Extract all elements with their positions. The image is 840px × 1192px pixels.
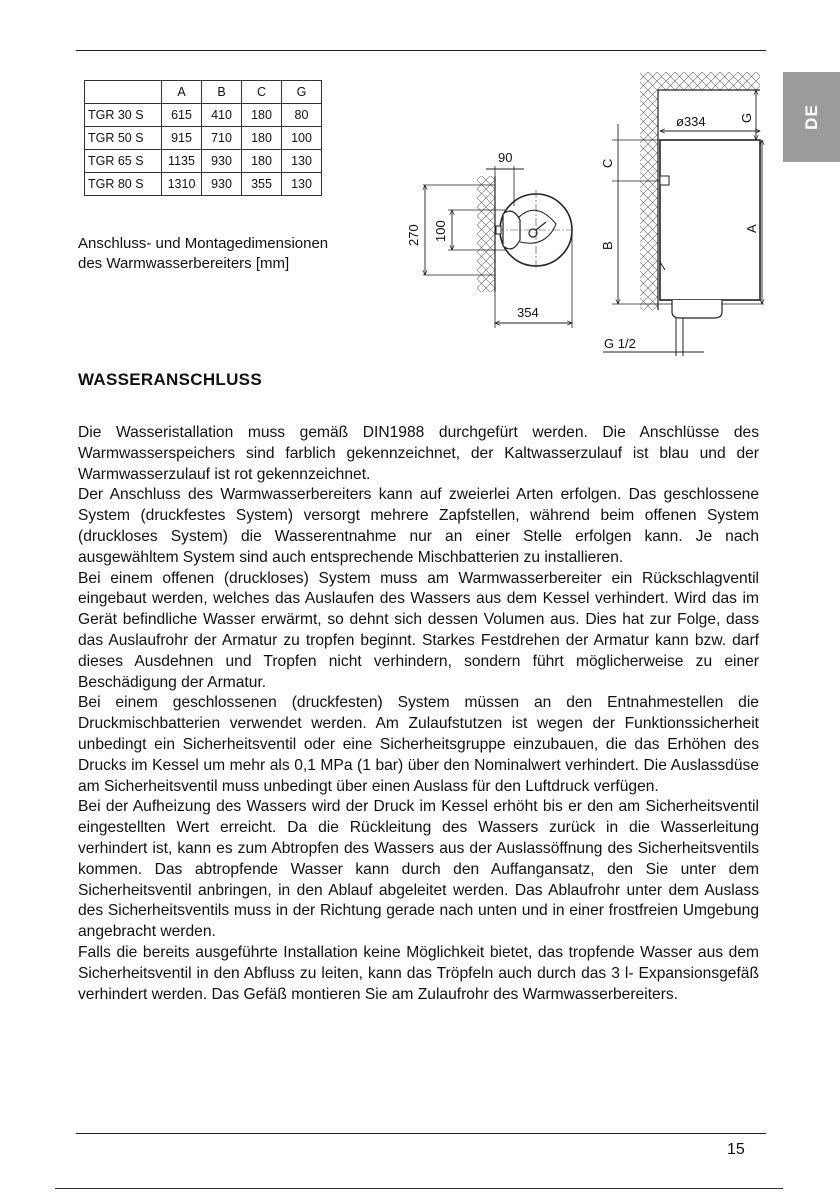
caption-line-2: des Warmwasserbereiters [mm] <box>78 255 290 272</box>
dim-100-label: 100 <box>433 220 448 242</box>
paragraph: Bei einem geschlossenen (druckfesten) System müssen an den Entnahmestellen die Druckmischbatterien verwendet werden. Am Zulaufstutzen ist wegen der Funktionssicherheit unbedingt ein Sicherheitsventil oder eine Sicherheitsgruppe einzubauen, die das Erhöhen des Drucks im Kessel um mehr als 0,1 MPa (1 bar) über den Nominalwert verhindert. Die Auslassdüse am Sicherheitsventil muss unbedingt über einen Auslass für den Luftdruck verfügen. <box>78 694 759 795</box>
table-cell-c: 180 <box>242 104 282 127</box>
table-cell-model: TGR 65 S <box>85 150 162 173</box>
table-cell-g: 100 <box>282 127 322 150</box>
table-cell-b: 930 <box>202 150 242 173</box>
section-heading: WASSERANSCHLUSS <box>78 370 262 389</box>
table-cell-g: 130 <box>282 150 322 173</box>
side-view-tank-bottom <box>672 300 722 318</box>
dim-c-label: C <box>600 158 615 168</box>
dim-diameter-label: ø334 <box>676 114 706 129</box>
page-number: 15 <box>727 1141 745 1158</box>
top-view-wall-plug <box>496 226 501 234</box>
dim-90-label: 90 <box>498 150 513 165</box>
dim-a-label: A <box>744 224 759 233</box>
paragraph: Bei der Aufheizung des Wassers wird der Druck im Kessel erhöht bis er den am Sicherheitsventil eingestellten Wert erreicht. Da die Rückleitung des Wassers zurück in die Wasserleitung verhindert ist, kann es zum Abtropfen des Wassers aus der Auslassöffnung des Sicherheitsventils kommen. Das abtropfende Wasser kann durch den Auffangansatz, den Sie unter dem Sicherheitsventil anbringen, in den Ablauf abgeleitet werden. Das Ablaufrohr unter dem Auslass des Sicherheitsventils muss in der Richtung gerade nach unten und in einer frostfreien Umgebung angebracht werden. <box>78 798 759 941</box>
footer-rule <box>55 1188 783 1189</box>
table-cell-b: 710 <box>202 127 242 150</box>
dim-270-label: 270 <box>406 224 421 246</box>
table-header-c: C <box>242 81 282 104</box>
side-view-drawing <box>600 72 764 356</box>
body-text <box>78 423 759 1005</box>
side-view-wall-hatch <box>640 90 658 310</box>
table-cell-a: 1135 <box>162 150 202 173</box>
table-cell-c: 180 <box>242 150 282 173</box>
table-header-g: G <box>282 81 322 104</box>
table-cell-a: 1310 <box>162 173 202 196</box>
dim-b-label: B <box>600 241 615 250</box>
table-cell-g: 130 <box>282 173 322 196</box>
side-view-bracket <box>660 176 669 185</box>
paragraph: Der Anschluss des Warmwasserbereiters kann auf zweierlei Arten erfolgen. Das geschlossene System (druckfestes System) versorgt mehrere Zapfstellen, während beim offenen System (druckloses System) die Wasserentnahme nur an einer Stelle erfolgen kann. Je nach ausgewähltem System sind auch entsprechende Mischbatterien zu installieren. <box>78 486 759 566</box>
side-view-ceiling-hatch <box>640 72 760 90</box>
paragraph: Falls die bereits ausgeführte Installation keine Möglichkeit bietet, das tropfende Wasser aus dem Sicherheitsventil in den Abfluss zu leiten, kann das Tröpfeln auch durch das 3 l- Expansionsgefäß verhindert werden. Das Gefäß montieren Sie am Zulaufrohr des Warmwasserbereiters. <box>78 943 759 1003</box>
table-cell-model: TGR 80 S <box>85 173 162 196</box>
paragraph: Die Wasseristallation muss gemäß DIN1988 durchgefürt werden. Die Anschlüsse des Warmwasserspeichers sind farblich gekennzeichnet, der Kaltwasserzulauf ist blau und der Warmwasserzulauf ist rot gekennzeichnet. <box>78 424 759 483</box>
table-cell-b: 410 <box>202 104 242 127</box>
table-cell-b: 930 <box>202 173 242 196</box>
side-view-tank-body <box>660 140 760 300</box>
table-cell-c: 180 <box>242 127 282 150</box>
table-cell-a: 915 <box>162 127 202 150</box>
table-cell-g: 80 <box>282 104 322 127</box>
top-view-drawing <box>406 150 572 328</box>
bottom-rule <box>76 1133 766 1134</box>
paragraph: Bei einem offenen (druckloses) System muss am Warmwasserbereiter ein Rückschlagventil eingebaut werden, welches das Auslaufen des Wassers aus dem Kessel verhindert. Wird das im Gerät befindliche Wasser erwärmt, so dehnt sich dessen Volumen aus. Dies hat zur Folge, dass das Auslaufrohr der Armatur zu tropfen beginnt. Starkes Festdrehen der Armatur kann bzw. darf dieses Ausdehnen und Tropfen nicht verhindern, sondern führt möglicherweise zu einer Beschädigung der Armatur. <box>78 569 759 691</box>
table-cell-c: 355 <box>242 173 282 196</box>
dim-354-label: 354 <box>517 305 539 320</box>
table-header-b: B <box>202 81 242 104</box>
mounting-dimensions-diagram <box>0 0 840 370</box>
caption-line-1: Anschluss- und Montagedimensionen <box>78 235 329 252</box>
dim-g-label: G <box>739 112 754 123</box>
table-cell-a: 615 <box>162 104 202 127</box>
table-cell-model: TGR 50 S <box>85 127 162 150</box>
language-tab-label: DE <box>801 104 821 130</box>
table-header-a: A <box>162 81 202 104</box>
table-cell-model: TGR 30 S <box>85 104 162 127</box>
dim-pipe-label: G 1/2 <box>604 336 636 351</box>
